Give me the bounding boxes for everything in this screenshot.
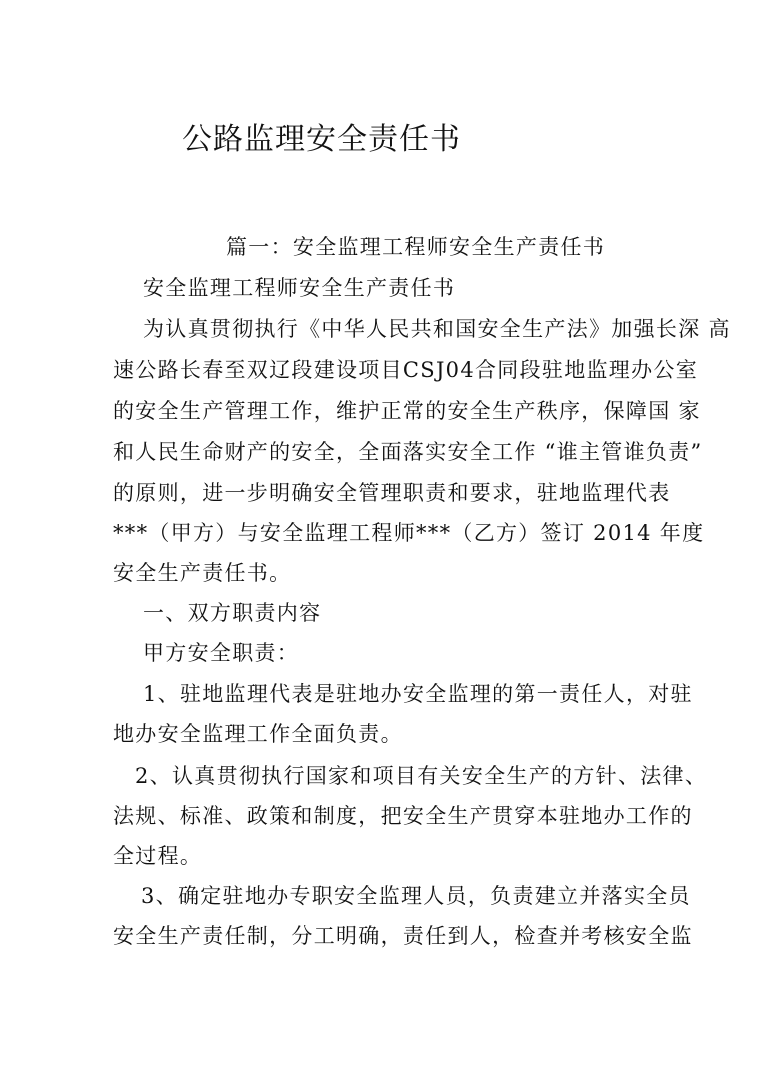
paragraph-line: 的原则，进一步明确安全管理职责和要求，驻地监理代表 <box>113 481 671 505</box>
paragraph-line: 和人民生命财产的安全，全面落实安全工作 “谁主管谁负责” <box>113 440 703 464</box>
paragraph-line: 安全生产责任书。 <box>113 561 292 585</box>
paragraph-line: 安全生产责任制，分工明确，责任到人，检查并考核安全监 <box>113 924 693 948</box>
subtitle: 篇一：安全监理工程师安全生产责任书 <box>226 235 606 259</box>
paragraph-line: 为认真贯彻执行《中华人民共和国安全生产法》加强长深 高 <box>143 317 731 341</box>
paragraph-line: 速公路长春至双辽段建设项目CSJ04合同段驻地监理办公室 <box>113 358 698 382</box>
paragraph-line: 安全监理工程师安全生产责任书 <box>143 276 456 300</box>
document-title: 公路监理安全责任书 <box>182 122 461 157</box>
subsection-heading: 甲方安全职责： <box>143 641 300 665</box>
section-heading: 一、双方职责内容 <box>143 601 322 625</box>
paragraph-line: 1、驻地监理代表是驻地办安全监理的第一责任人，对驻 <box>143 682 693 706</box>
paragraph-line: 3、确定驻地办专职安全监理人员，负责建立并落实全员 <box>141 884 691 908</box>
paragraph-line: 全过程。 <box>113 844 203 868</box>
paragraph-line: ***（甲方）与安全监理工程师***（乙方）签订 2014 年度 <box>113 521 705 545</box>
paragraph-line: 法规、标准、政策和制度，把安全生产贯穿本驻地办工作的 <box>113 804 693 828</box>
paragraph-line: 的安全生产管理工作，维护正常的安全生产秩序，保障国 家 <box>113 399 701 423</box>
paragraph-line: 2、认真贯彻执行国家和项目有关安全生产的方针、法律、 <box>135 764 708 788</box>
paragraph-line: 地办安全监理工作全面负责。 <box>113 722 403 746</box>
